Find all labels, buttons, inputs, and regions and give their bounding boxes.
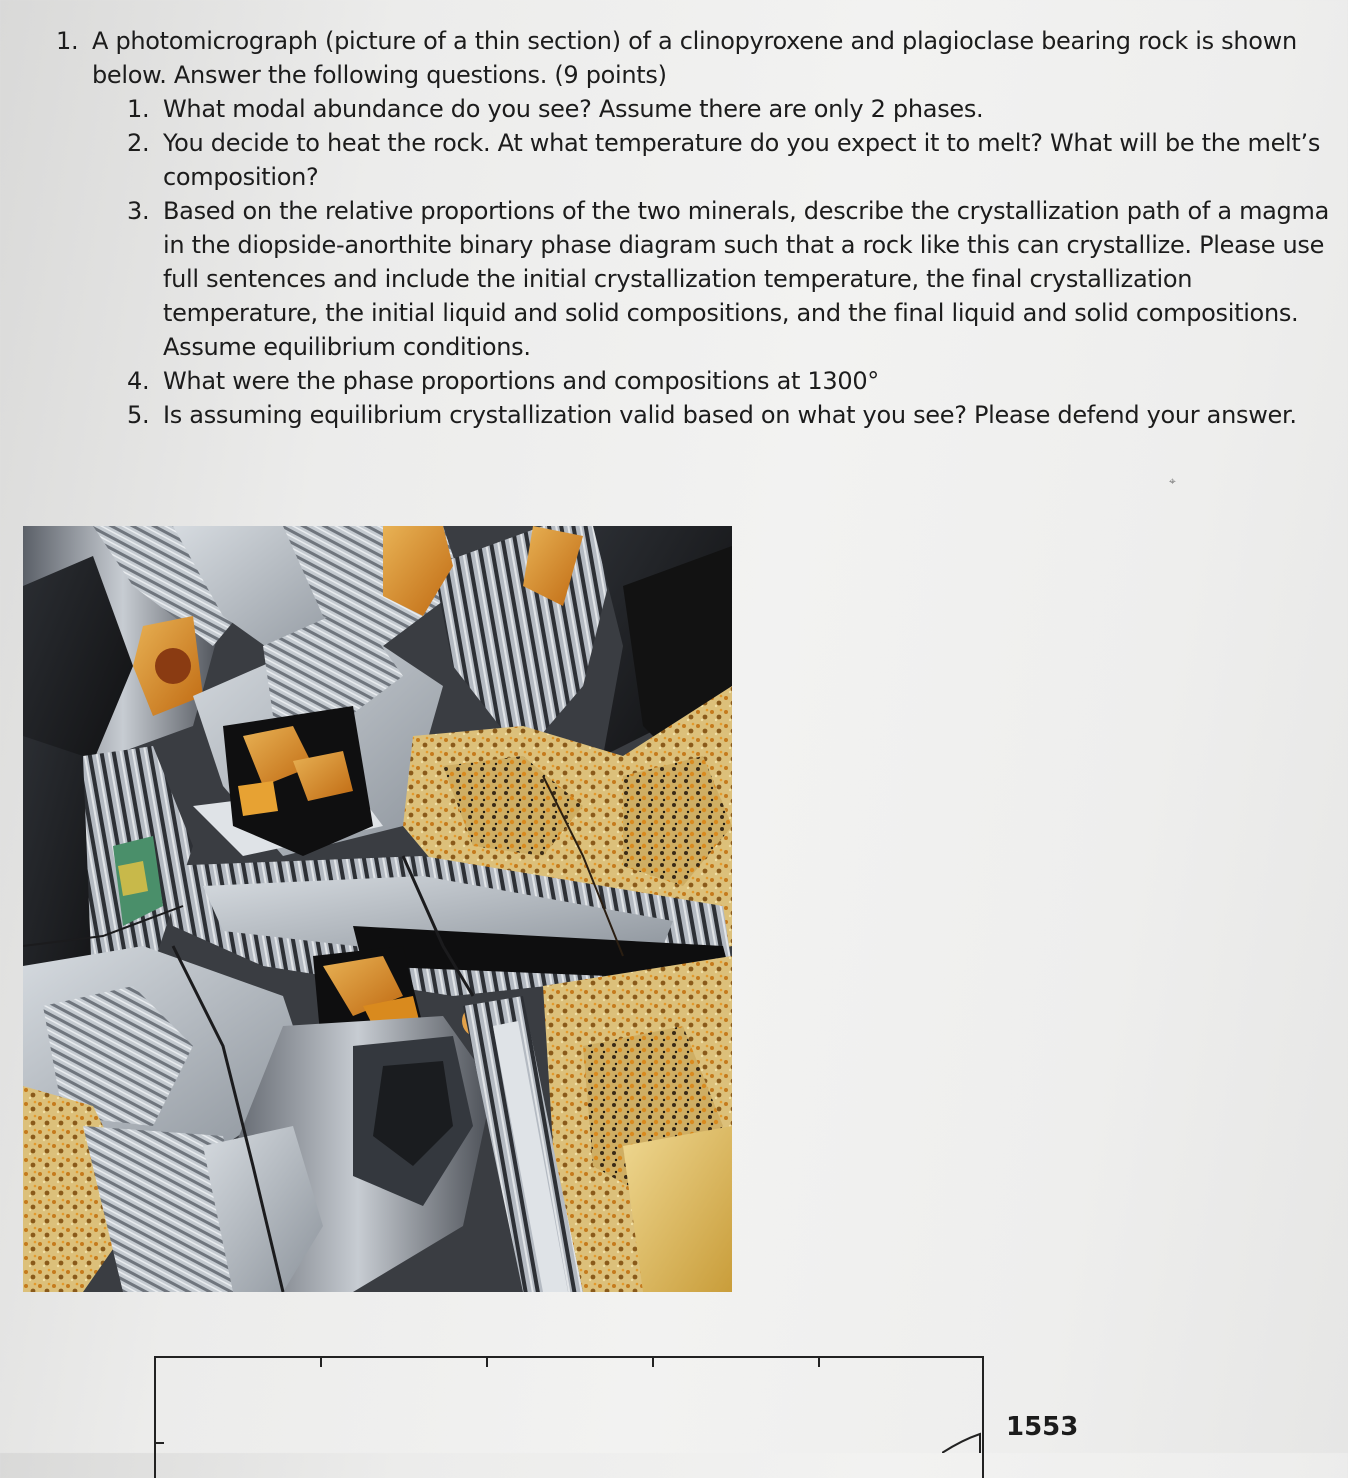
axis-tick — [156, 1442, 164, 1444]
phase-diagram-frame — [154, 1356, 984, 1478]
axis-tick — [652, 1358, 654, 1367]
sub-question-text: What were the phase proportions and compositions at 1300° — [163, 367, 879, 395]
sub-question-number: 4. — [127, 367, 150, 395]
temperature-label: 1553 — [1006, 1412, 1079, 1442]
sub-question — [127, 194, 1341, 364]
axis-tick — [320, 1358, 322, 1367]
sub-question-number: 5. — [127, 401, 150, 429]
sub-question — [127, 398, 1341, 432]
liquidus-curve — [942, 1420, 982, 1453]
axis-tick — [486, 1358, 488, 1367]
thin-section-photomicrograph — [23, 526, 732, 1292]
sub-question-text: What modal abundance do you see? Assume there are only 2 phases. — [163, 95, 984, 123]
sub-question-number: 1. — [127, 95, 150, 123]
axis-tick — [818, 1358, 820, 1367]
question-stem — [56, 24, 1341, 92]
pointer-cursor-icon: ⌖ — [1169, 474, 1176, 488]
sub-question-text: Is assuming equilibrium crystallization valid based on what you see? Please defend your answer. — [163, 401, 1297, 429]
sub-question — [127, 126, 1341, 194]
sub-question-list — [127, 92, 1341, 432]
sub-question-number: 3. — [127, 197, 150, 225]
question-1 — [56, 24, 1341, 432]
sub-question — [127, 92, 1341, 126]
photomicrograph-image — [23, 526, 732, 1292]
question-text: A photomicrograph (picture of a thin section) of a clinopyroxene and plagioclase bearing rock is shown below. Answer the following questions. (9 points) — [92, 27, 1297, 89]
sub-question — [127, 364, 1341, 398]
sub-question-number: 2. — [127, 129, 150, 157]
question-number: 1. — [56, 27, 79, 55]
sub-question-text: You decide to heat the rock. At what temperature do you expect it to melt? What will be the melt’s composition? — [163, 129, 1321, 191]
sub-question-text: Based on the relative proportions of the two minerals, describe the crystallization path of a magma in the diopside-anorthite binary phase diagram such that a rock like this can crystallize. Please use full sentences and include the initial crystallization temperature, the final crystallization temperature, the initial liquid and solid compositions, and the final liquid and solid compositions. Assume equilibrium conditions. — [163, 197, 1329, 361]
